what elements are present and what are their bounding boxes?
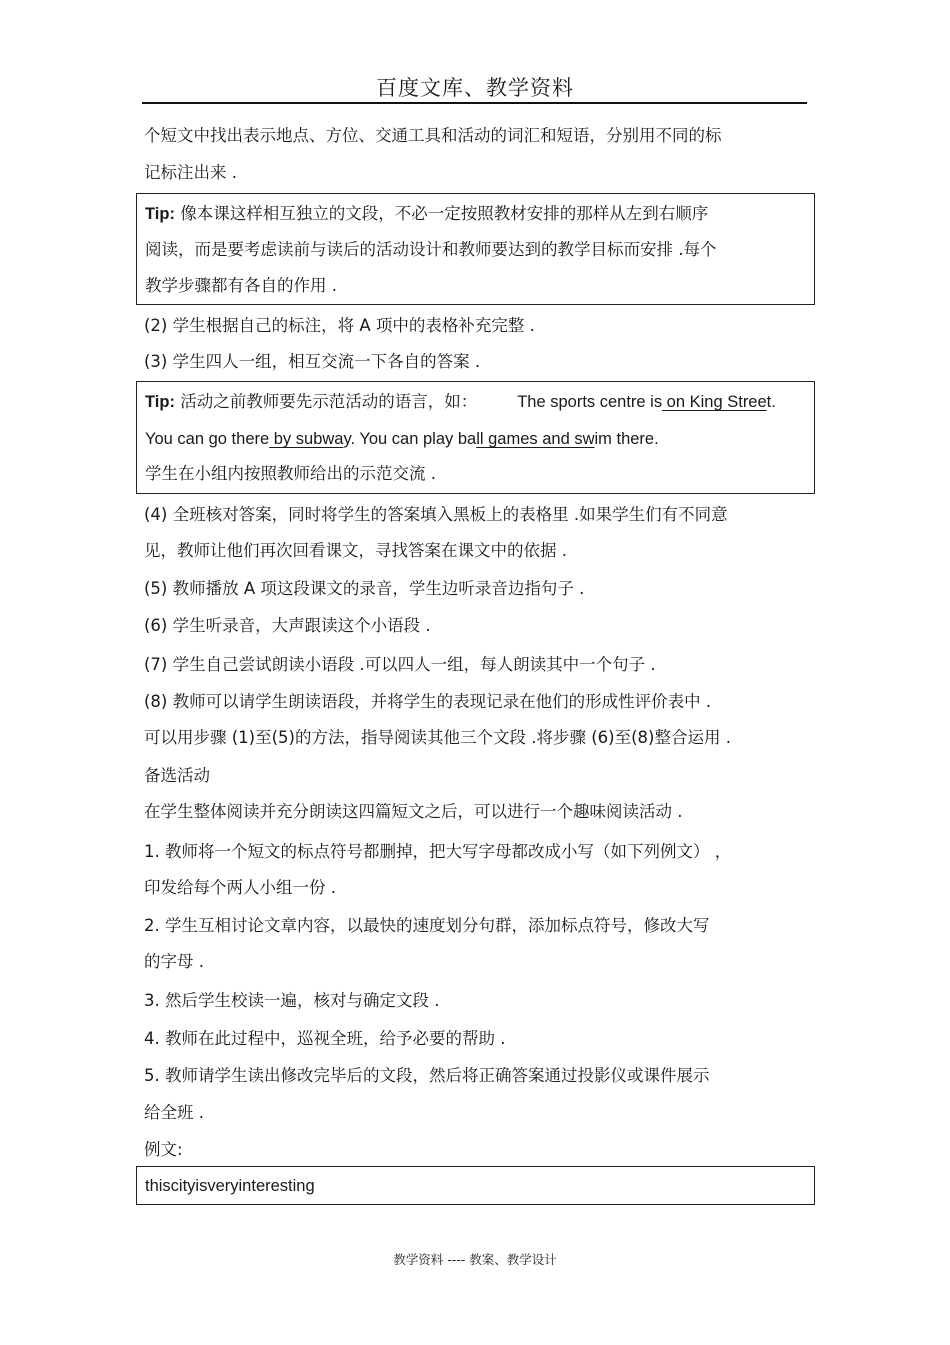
step-4-line-1: (4) 全班核对答案，同时将学生的答案填入黑板上的表格里 .如果学生们有不同意: [144, 505, 728, 524]
tip2-sentence-2e: im there.: [594, 430, 659, 448]
intro-line-2: 记标注出来 .: [144, 163, 237, 182]
example-box: [136, 1166, 815, 1205]
step-4-line-2: 见，教师让他们再次回看课文，寻找答案在课文中的依据 .: [144, 541, 567, 560]
activity-3: 3. 然后学生校读一遍，核对与确定文段 .: [144, 991, 440, 1010]
step-7: (7) 学生自己尝试朗读小语段 .可以四人一组，每人朗读其中一个句子 .: [144, 655, 656, 674]
header-rule: [142, 102, 807, 104]
tip-box-2: [136, 381, 815, 494]
tip2-sentence-1a: The sports centre is: [517, 393, 663, 411]
tip1-label: Tip:: [145, 205, 175, 223]
tip2-sentence-1c: t.: [766, 393, 776, 411]
tip1-text-1: 像本课这样相互独立的文段，不必一定按照教材安排的那样从左到右顺序: [180, 204, 709, 223]
activity-2-line-2: 的字母 .: [144, 952, 204, 971]
step-8: (8) 教师可以请学生朗读语段，并将学生的表现记录在他们的形成性评价表中 .: [144, 692, 712, 711]
tip1-line-3: 教学步骤都有各自的作用 .: [145, 276, 337, 295]
optional-activity-intro: 在学生整体阅读并充分朗读这四篇短文之后，可以进行一个趣味阅读活动 .: [144, 802, 683, 821]
tip2-sentence-2c: y. You can play ba: [343, 430, 477, 448]
example-text: thiscityisveryinteresting: [145, 1177, 315, 1195]
activity-2-line-1: 2. 学生互相讨论文章内容，以最快的速度划分句群，添加标点符号，修改大写: [144, 916, 710, 935]
tip2-sentence-2a: You can go there: [145, 430, 270, 448]
tip2-intro: 活动之前教师要先示范活动的语言，如：: [180, 392, 478, 411]
tip1-line-1: [145, 203, 708, 225]
step-6: (6) 学生听录音，大声跟读这个小语段 .: [144, 616, 431, 635]
activity-4: 4. 教师在此过程中，巡视全班，给予必要的帮助 .: [144, 1029, 506, 1048]
tip2-line-2: [145, 428, 659, 450]
tip2-label: Tip:: [145, 393, 175, 411]
activity-1-line-1: 1. 教师将一个短文的标点符号都删掉，把大写字母都改成小写（如下列例文） ，: [144, 842, 732, 861]
activity-5-line-1: 5. 教师请学生读出修改完毕后的文段，然后将正确答案通过投影仪或课件展示: [144, 1066, 710, 1085]
step-method-note: 可以用步骤 (1)至(5)的方法，指导阅读其他三个文段 .将步骤 (6)至(8)整合运用 .: [144, 728, 731, 747]
tip-box-1: [136, 193, 815, 305]
tip2-sentence-2b: by subwa: [269, 430, 344, 448]
optional-activity-heading: 备选活动: [144, 766, 210, 785]
step-2: (2) 学生根据自己的标注，将 A 项中的表格补充完整 .: [144, 316, 535, 335]
intro-line-1: 个短文中找出表示地点、方位、交通工具和活动的词汇和短语，分别用不同的标: [144, 126, 722, 145]
page-footer: 教学资料 ---- 教案、教学设计: [393, 1252, 557, 1267]
page-header: 百度文库、教学资料: [376, 76, 574, 100]
activity-1-line-2: 印发给每个两人小组一份 .: [144, 878, 336, 897]
tip1-line-2: 阅读，而是要考虑读前与读后的活动设计和教师要达到的教学目标而安排 .每个: [145, 240, 717, 259]
step-5: (5) 教师播放 A 项这段课文的录音，学生边听录音边指句子 .: [144, 579, 585, 598]
activity-5-line-2: 给全班 .: [144, 1103, 204, 1122]
tip2-line-1: [145, 391, 776, 413]
example-label: 例文:: [144, 1140, 183, 1159]
tip2-sentence-1b: on King Stree: [662, 393, 767, 411]
tip2-sentence-2d: ll games and sw: [476, 430, 595, 448]
step-3: (3) 学生四人一组，相互交流一下各自的答案 .: [144, 352, 481, 371]
tip2-line-3: 学生在小组内按照教师给出的示范交流 .: [145, 464, 436, 483]
